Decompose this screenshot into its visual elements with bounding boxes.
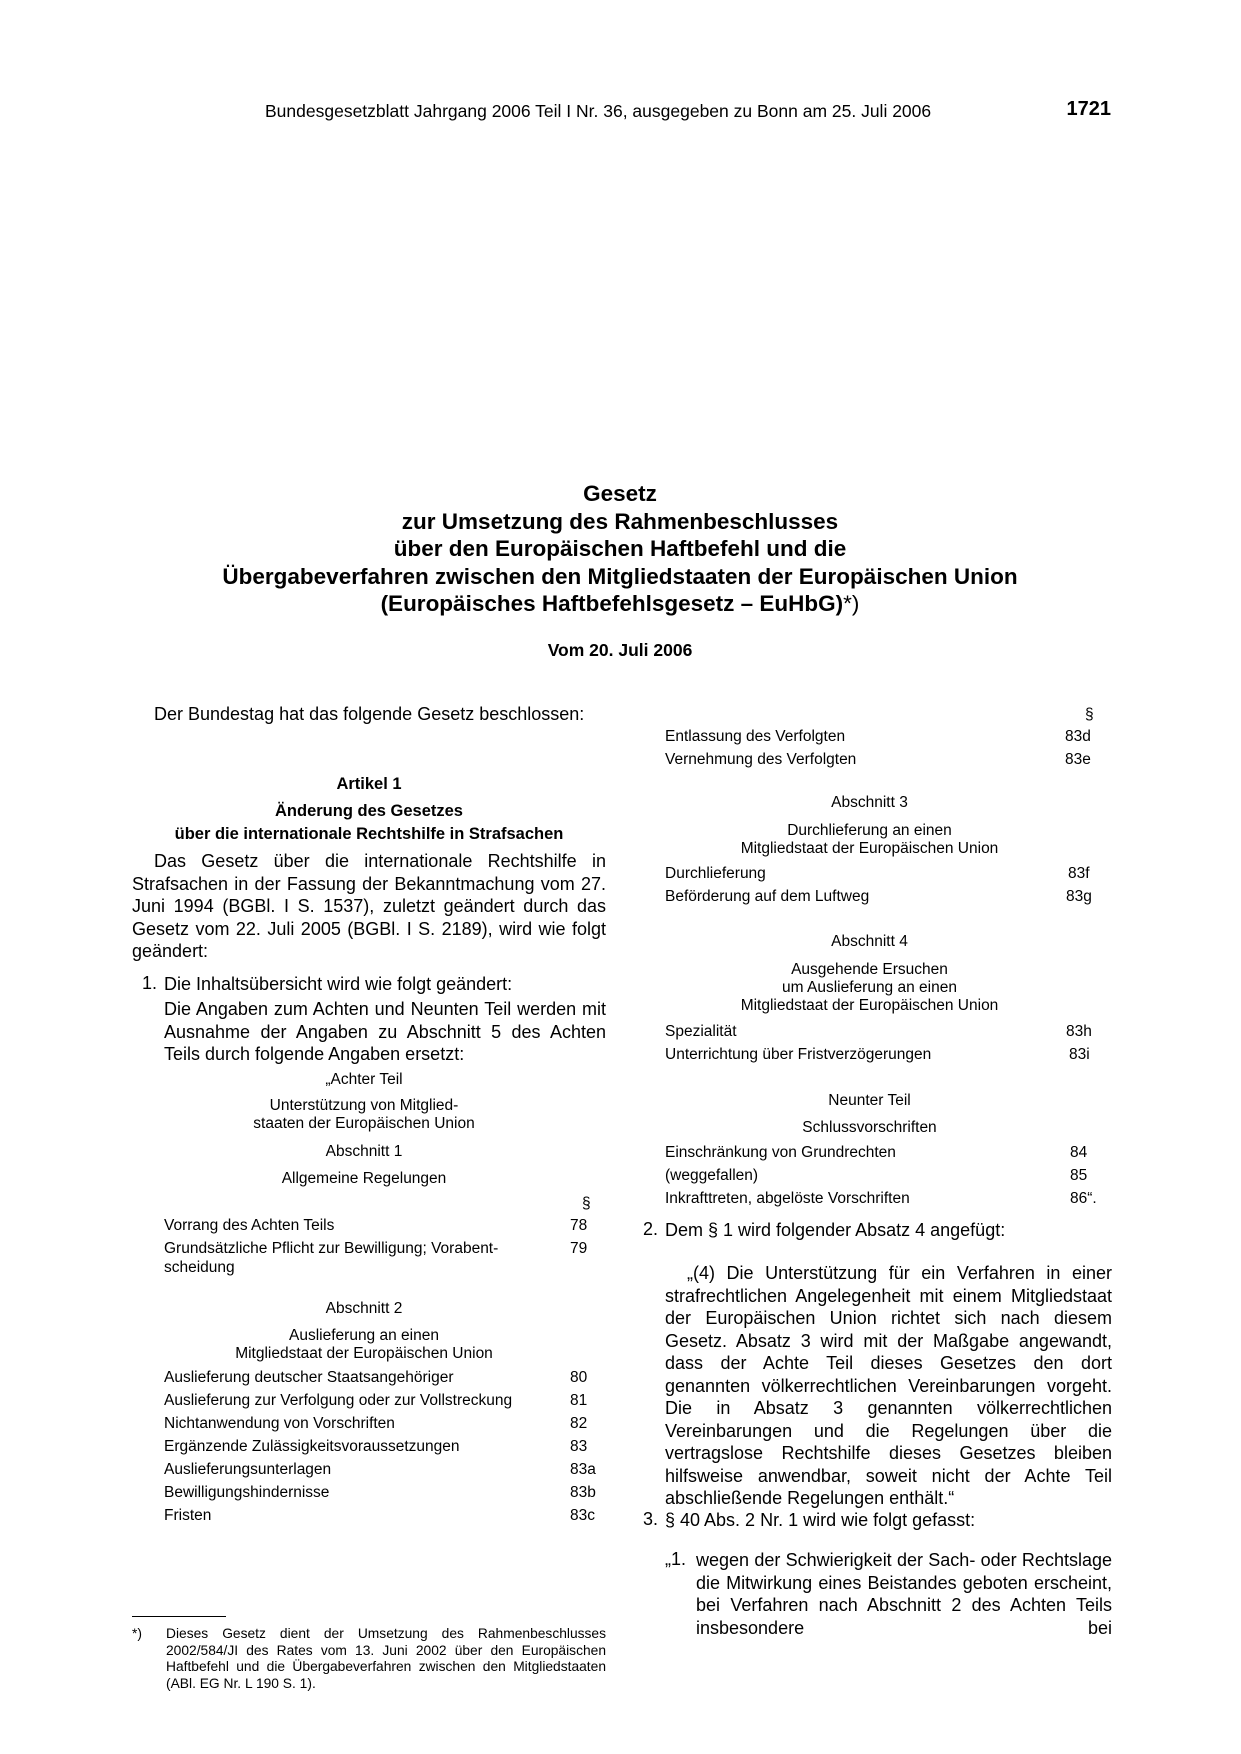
toc-entry-label: Bewilligungshindernisse (164, 1484, 330, 1501)
footnote (132, 1626, 606, 1692)
section-heading: Abschnitt 3 (831, 794, 908, 811)
toc-entry-label: Unterrichtung über Fristverzögerungen (665, 1046, 932, 1063)
toc-entry-number: 83h (1066, 1023, 1092, 1040)
gazette-header-text: Bundesgesetzblatt Jahrgang 2006 Teil I Nr. 36, ausgegeben zu Bonn am 25. Juli 2006 (265, 101, 932, 121)
toc-entry-label: Vorrang des Achten Teils (164, 1217, 335, 1234)
section-sign: § (1085, 706, 1094, 723)
article-paragraph: Das Gesetz über die internationale Rechtshilfe in Strafsachen in der Fassung der Bekanntmachung vom 27. Juni 1994 (BGBl. I S. 1537), zuletzt geändert durch das Gesetz vom 22. Juli 2005 (BGBl. I S. 2189), wird wie folgt geändert: (132, 851, 606, 961)
part-title-line: Unterstützung von Mitglied- (269, 1097, 459, 1114)
law-date: Vom 20. Juli 2006 (547, 640, 693, 660)
title-line: zur Umsetzung des Rahmenbeschlusses (401, 508, 839, 534)
intro-paragraph: Der Bundestag hat das folgende Gesetz beschlossen: (154, 704, 585, 724)
item-paragraph: Die Angaben zum Achten und Neunten Teil werden mit Ausnahme der Angaben zu Abschnitt 5 des Achten Teils durch folgende Angaben ersetzt: (164, 999, 606, 1064)
item-paragraph: „(4) Die Unterstützung für ein Verfahren in einer strafrechtlichen Angelegenheit mit einem Mitgliedstaat der Europäischen Union richtet sich nach diesem Gesetz. Absatz 3 wird mit der Maßgabe angewandt, dass der Achte Teil dieses Gesetzes den dort genannten völkerrechtlichen Vereinbarungen vorgeht. Die in Absatz 3 genannten völkerrechtlichen Vereinbarungen und die Regelungen über die vertragslose Rechtshilfe dieses Gesetzes bleiben hilfsweise anwendbar, soweit nicht der Achte Teil abschließende Regelungen enthält.“ (665, 1263, 1112, 1508)
toc-entry-label: Ergänzende Zulässigkeitsvoraussetzungen (164, 1438, 460, 1455)
toc-entry-number: 78 (570, 1217, 588, 1234)
part-title: Schlussvorschriften (802, 1119, 937, 1136)
section-title-line: Ausgehende Ersuchen (791, 961, 948, 978)
law-title (120, 480, 1120, 618)
toc-entry-number: 80 (570, 1369, 588, 1386)
toc-entry-label: Fristen (164, 1507, 212, 1524)
item-number: 3. (643, 1509, 659, 1529)
article-title-line: Änderung des Gesetzes (275, 802, 463, 820)
section-sign: § (582, 1195, 591, 1212)
toc-entry-label-cont: scheidung (164, 1259, 235, 1276)
part-title-line: staaten der Europäischen Union (253, 1115, 475, 1132)
item-text: Die Inhaltsübersicht wird wie folgt geändert: (164, 974, 513, 994)
sub-item-text: wegen der Schwierigkeit der Sach- oder Rechtslage die Mitwirkung eines Beistandes geboten erscheint, bei Verfahren nach Abschnitt 2 des Achten Teils insbesondere bei (696, 1550, 1112, 1638)
toc-entry-label: Entlassung des Verfolgten (665, 728, 846, 745)
toc-entry-label: Vernehmung des Verfolgten (665, 751, 857, 768)
footnote-marker: *) (843, 591, 860, 617)
toc-entry-number: 83g (1066, 888, 1092, 905)
footnote-separator (132, 1616, 226, 1617)
item-text: Dem § 1 wird folgender Absatz 4 angefügt: (665, 1220, 1006, 1240)
page-number: 1721 (1066, 98, 1111, 120)
section-title-line: um Auslieferung an einen (782, 979, 957, 996)
toc-entry-number: 83f (1068, 865, 1090, 882)
article-title-line: über die internationale Rechtshilfe in Strafsachen (174, 825, 564, 843)
toc-entry-label: Beförderung auf dem Luftweg (665, 888, 870, 905)
item-number: 2. (643, 1219, 659, 1239)
section-heading: Abschnitt 2 (325, 1300, 403, 1317)
item-text: § 40 Abs. 2 Nr. 1 wird wie folgt gefasst: (665, 1510, 976, 1530)
toc-entry-number: 84 (1070, 1144, 1088, 1161)
section-heading: Abschnitt 4 (831, 933, 908, 950)
toc-entry-number: 86“. (1070, 1190, 1097, 1207)
section-title-line: Mitgliedstaat der Europäischen Union (235, 1345, 493, 1362)
toc-entry-label: Auslieferung zur Verfolgung oder zur Vollstreckung (164, 1392, 513, 1409)
section-title-line: Durchlieferung an einen (787, 822, 952, 839)
section-title: Allgemeine Regelungen (281, 1170, 447, 1187)
part-heading: „Achter Teil (325, 1071, 403, 1088)
sub-item-number: „1. (665, 1549, 687, 1569)
toc-entry-number: 83d (1065, 728, 1091, 745)
section-title-line: Mitgliedstaat der Europäischen Union (740, 840, 999, 857)
toc-entry-label: Spezialität (665, 1023, 737, 1040)
section-heading: Abschnitt 1 (325, 1143, 403, 1160)
toc-entry-label: Auslieferung deutscher Staatsangehöriger (164, 1369, 454, 1386)
footnote-text: Dieses Gesetz dient der Umsetzung des Rahmenbeschlusses 2002/584/JI des Rates vom 13. Juni 2002 über den Europäischen Haftbefehl und die Übergabeverfahren zwischen den Mitgliedstaaten (ABl. EG Nr. L 190 S. 1). (166, 1626, 606, 1691)
toc-entry-number: 83 (570, 1438, 588, 1455)
title-line: Übergabeverfahren zwischen den Mitgliedstaaten der Europäischen Union (222, 563, 1018, 589)
toc-entry-number: 85 (1070, 1167, 1088, 1184)
toc-entry-number: 82 (570, 1415, 588, 1432)
section-title-line: Mitgliedstaat der Europäischen Union (740, 997, 999, 1014)
toc-entry-number: 83a (570, 1461, 596, 1478)
article-heading: Artikel 1 (336, 775, 402, 793)
toc-entry-number: 83c (570, 1507, 595, 1524)
title-line: über den Europäischen Haftbefehl und die (393, 536, 847, 562)
toc-entry-number: 83b (570, 1484, 596, 1501)
title-line: Gesetz (583, 481, 657, 506)
toc-entry-number: 83i (1069, 1046, 1090, 1063)
toc-entry-label: Durchlieferung (665, 865, 766, 882)
toc-entry-label: (weggefallen) (665, 1167, 759, 1184)
item-number: 1. (142, 973, 158, 993)
toc-entry-number: 79 (570, 1240, 588, 1257)
page-header (265, 98, 1111, 125)
toc-entry-label: Nichtanwendung von Vorschriften (164, 1415, 395, 1432)
toc-entry-label: Inkrafttreten, abgelöste Vorschriften (665, 1190, 910, 1207)
footnote-marker: *) (132, 1626, 142, 1641)
toc-entry-number: 81 (570, 1392, 588, 1409)
toc-entry-number: 83e (1065, 751, 1091, 768)
title-line-short: (Europäisches Haftbefehlsgesetz – EuHbG)*) (380, 591, 860, 617)
toc-entry-label: Einschränkung von Grundrechten (665, 1144, 896, 1161)
part-heading: Neunter Teil (828, 1092, 911, 1109)
toc-entry-label: Grundsätzliche Pflicht zur Bewilligung; Vorabent- (164, 1240, 499, 1257)
section-title-line: Auslieferung an einen (289, 1327, 439, 1344)
toc-entry-label: Auslieferungsunterlagen (164, 1461, 332, 1478)
